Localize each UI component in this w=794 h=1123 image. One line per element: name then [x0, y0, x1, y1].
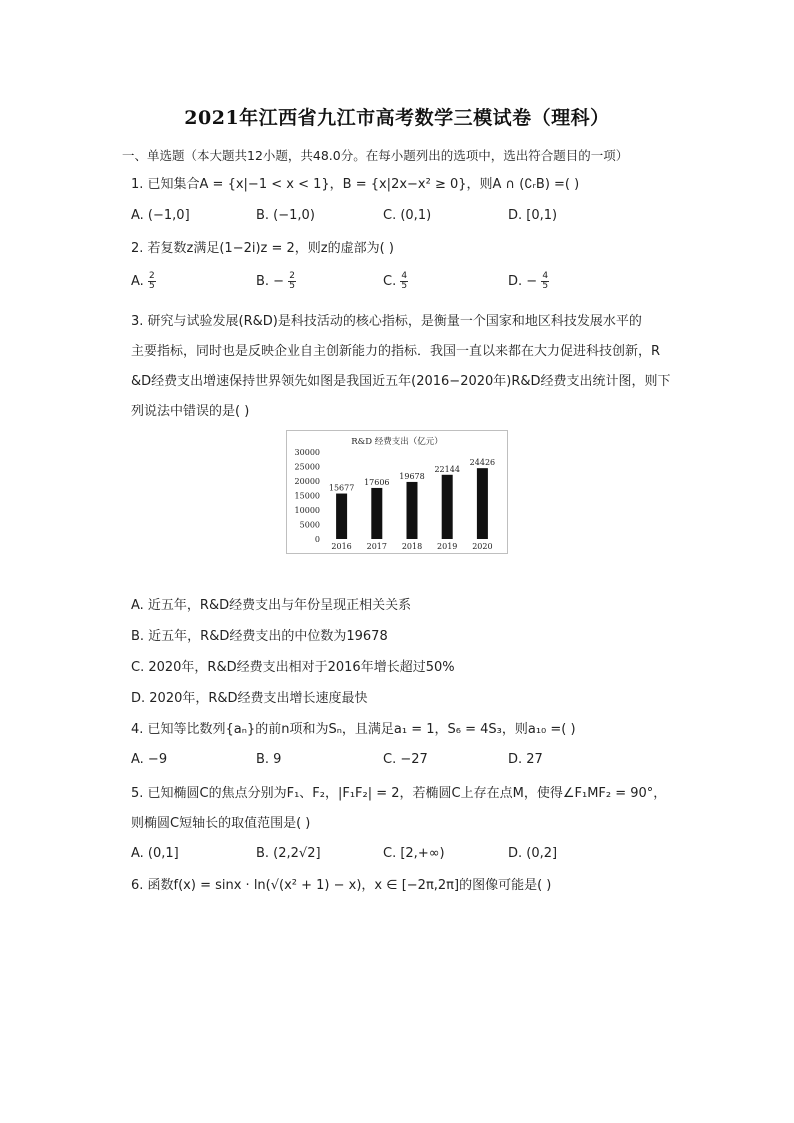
denominator: 5 [289, 281, 295, 291]
bar-2016 [336, 494, 347, 539]
y-tick-label: 15000 [294, 491, 320, 501]
denominator: 5 [148, 281, 155, 291]
numerator: 4 [401, 271, 408, 281]
q2-option-d [508, 272, 549, 291]
question-3-line-3: &D经费支出增速保持世界领先如图是我国近五年(2016−2020年)R&D经费支出统计图，则下 [131, 374, 671, 389]
q2-option-c-fraction [400, 272, 408, 291]
q4-option-d: D. 27 [508, 752, 543, 767]
y-tick-label: 5000 [299, 520, 320, 530]
denominator: 5 [401, 281, 408, 291]
q1-option-d: D. [0,1) [508, 208, 558, 223]
q5-option-c: C. [2,+∞) [383, 846, 445, 861]
page-title: 2021年江西省九江市高考数学三模试卷（理科） [184, 107, 610, 129]
q2-option-a-fraction [148, 272, 156, 291]
x-tick-label: 2017 [366, 542, 387, 551]
q3-option-a: A. 近五年，R&D经费支出与年份呈现正相关关系 [131, 598, 412, 613]
q2-option-d-label: D. − [508, 274, 538, 289]
question-3-line-1: 3. 研究与试验发展(R&D)是科技活动的核心指标，是衡量一个国家和地区科技发展水平的 [131, 314, 642, 329]
denominator: 5 [542, 281, 549, 291]
q4-option-c: C. −27 [383, 752, 428, 767]
y-tick-label: 20000 [294, 477, 320, 486]
q4-option-a: A. −9 [131, 752, 168, 767]
question-1-stem: 1. 已知集合A = {x|−1 < x < 1}，B = {x|2x−x² ≥ 0}，则A ∩ (∁ᵣB) =( ) [131, 177, 580, 192]
bar-2020 [477, 468, 488, 539]
bar-value-label: 22144 [434, 464, 460, 474]
question-3-line-4: 列说法中错误的是( ) [131, 404, 250, 419]
chart-title: R&D 经费支出（亿元） [351, 437, 443, 447]
question-5-line-2: 则椭圆C短轴长的取值范围是( ) [131, 816, 311, 831]
bar-chart-svg [286, 430, 508, 554]
q3-option-d: D. 2020年，R&D经费支出增长速度最快 [131, 691, 368, 706]
q2-option-c [383, 272, 408, 291]
q2-option-c-label: C. [383, 274, 397, 289]
question-2-stem: 2. 若复数z满足(1−2i)z = 2，则z的虚部为( ) [131, 241, 394, 256]
bar-2018 [407, 482, 418, 539]
x-tick-label: 2019 [437, 542, 458, 551]
q1-option-a: A. (−1,0] [131, 208, 190, 223]
q1-option-b: B. (−1,0) [256, 208, 315, 223]
bar-2019 [442, 475, 453, 539]
q2-option-a [131, 272, 156, 291]
q4-option-b: B. 9 [256, 752, 282, 767]
q3-option-b: B. 近五年，R&D经费支出的中位数为19678 [131, 629, 388, 644]
bar-value-label: 15677 [328, 483, 355, 493]
question-5-line-1: 5. 已知椭圆C的焦点分别为F₁、F₂，|F₁F₂| = 2，若椭圆C上存在点M，使得∠F₁MF₂ = 90°， [131, 786, 667, 801]
x-tick-label: 2020 [472, 542, 493, 551]
q2-option-b-label: B. − [256, 274, 285, 289]
bar-value-label: 17606 [364, 477, 390, 487]
bar-2017 [371, 488, 382, 539]
q3-option-c: C. 2020年，R&D经费支出相对于2016年增长超过50% [131, 660, 455, 675]
y-tick-label: 0 [314, 535, 320, 544]
x-tick-label: 2018 [401, 542, 423, 551]
question-4-stem: 4. 已知等比数列{aₙ}的前n项和为Sₙ，且满足a₁ = 1，S₆ = 4S₃，则a₁₀ =( ) [131, 722, 576, 737]
q5-option-d: D. (0,2] [508, 846, 558, 861]
q2-option-d-fraction [541, 272, 549, 291]
bar-value-label: 19678 [399, 471, 425, 481]
x-tick-label: 2016 [331, 542, 352, 551]
q1-option-c: C. (0,1) [383, 208, 432, 223]
q5-option-b: B. (2,2√2] [256, 846, 321, 861]
question-6-stem: 6. 函数f(x) = sinx · ln(√(x² + 1) − x)，x ∈ [−2π,2π]的图像可能是( ) [131, 878, 552, 893]
y-tick-label: 30000 [294, 448, 320, 457]
bar-value-label: 24426 [469, 458, 496, 468]
q2-option-b [256, 272, 296, 291]
y-tick-label: 10000 [294, 506, 320, 515]
y-tick-label: 25000 [294, 462, 320, 472]
numerator: 2 [148, 271, 155, 281]
numerator: 2 [289, 271, 295, 281]
numerator: 4 [542, 271, 549, 281]
rd-expenditure-chart [286, 430, 508, 554]
q2-option-b-fraction [288, 272, 296, 291]
q5-option-a: A. (0,1] [131, 846, 179, 861]
section-heading: 一、单选题（本大题共12小题，共48.0分。在每小题列出的选项中，选出符合题目的一项） [122, 148, 629, 163]
question-3-line-2: 主要指标，同时也是反映企业自主创新能力的指标．我国一直以来都在大力促进科技创新，R [131, 344, 661, 359]
q2-option-a-label: A. [131, 274, 144, 289]
